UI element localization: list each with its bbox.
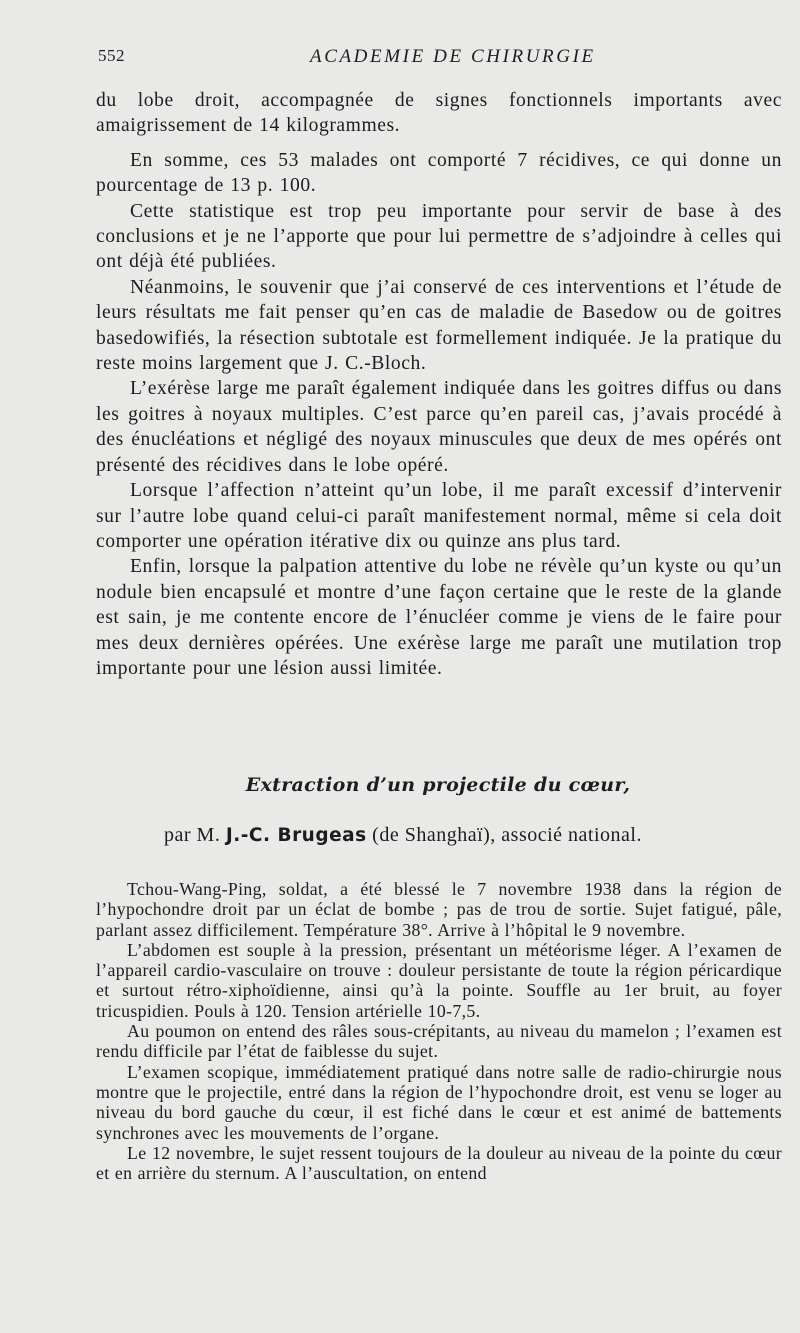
paragraph: L’abdomen est souple à la pression, présentant un météorisme léger. A l’examen de l’appareil cardio-vasculaire on trouve : douleur persistante de toute la région péricardique et surtout rétro-xiphoïdienne, ainsi qu’à la pointe. Souffle au 1er bruit, au foyer tricuspidien. Pouls à 120. Tension artérielle 10-7,5. — [96, 939, 782, 1021]
section-previous-article — [96, 88, 782, 681]
paragraph: L’exérèse large me paraît également indiquée dans les goitres diffus ou dans les goitres à noyaux multiples. C’est parce qu’en pareil cas, j’avais procédé à des énucléations et négligé des noyaux minuscules que deux de mes opérés ont présenté des récidives dans le lobe opéré. — [96, 378, 782, 476]
page-header — [98, 46, 780, 70]
byline-suffix: (de Shanghaï), associé national. — [372, 824, 642, 846]
page-number: 552 — [98, 46, 125, 65]
paragraph: du lobe droit, accompagnée de signes fonctionnels importants avec amaigrissement de 14 kilogrammes. — [96, 90, 782, 137]
paragraph: Enfin, lorsque la palpation attentive du lobe ne révèle qu’un kyste ou qu’un nodule bien encapsulé et montre d’une façon certaine que le reste de la glande est sain, je me contente encore de l’énucléer comme je viens de le faire pour mes deux dernières opérées. Une exérèse large me paraît une mutilation trop importante pour une lésion aussi limitée. — [96, 556, 782, 679]
article-body — [96, 879, 782, 1183]
paragraph: Lorsque l’affection n’atteint qu’un lobe, il me paraît excessif d’intervenir sur l’autre lobe quand celui-ci paraît manifestement normal, même si cela doit comporter une opération itérative dix ou quinze ans plus tard. — [96, 480, 782, 552]
running-title: ACADEMIE DE CHIRURGIE — [310, 46, 596, 67]
paragraph: Cette statistique est trop peu importante pour servir de base à des conclusions et je ne l’apporte que pour lui permettre de s’adjoindre à celles qui ont déjà été publiées. — [96, 200, 782, 273]
paragraph: Au poumon on entend des râles sous-crépitants, au niveau du mamelon ; l’examen est rendu difficile par l’état de faiblesse du sujet. — [96, 1021, 782, 1062]
author-name: J.-C. Brugeas — [225, 825, 367, 846]
paragraph: Tchou-Wang-Ping, soldat, a été blessé le 7 novembre 1938 dans la région de l’hypochondre droit par un éclat de bombe ; pas de trou de sortie. Sujet fatigué, pâle, parlant assez difficilement. Température 38°. Arrive à l’hôpital le 9 novembre. — [96, 879, 782, 940]
byline-prefix: par M. — [164, 824, 221, 846]
article-byline — [164, 824, 642, 847]
paragraph: En somme, ces 53 malades ont comporté 7 récidives, ce qui donne un pourcentage de 13 p. 100. — [96, 149, 782, 197]
paragraph: Le 12 novembre, le sujet ressent toujours de la douleur au niveau de la pointe du cœur et en arrière du sternum. A l’auscultation, on entend — [96, 1142, 782, 1184]
paragraph: Néanmoins, le souvenir que j’ai conservé de ces interventions et l’étude de leurs résultats me fait penser qu’en cas de maladie de Basedow ou de goitres basedowifiés, la résection subtotale est formellement indiquée. Je la pratique du reste moins largement que J. C.-Bloch. — [96, 276, 782, 375]
article-title: Extraction d’un projectile du cœur, — [245, 774, 631, 796]
paragraph: L’examen scopique, immédiatement pratiqué dans notre salle de radio-chirurgie nous montre que le projectile, entré dans la région de l’hypochondre droit, est venu se loger au niveau du bord gauche du cœur, il est fiché dans le cœur et est animé de battements synchrones avec les mouvements de l’organe. — [96, 1061, 782, 1143]
